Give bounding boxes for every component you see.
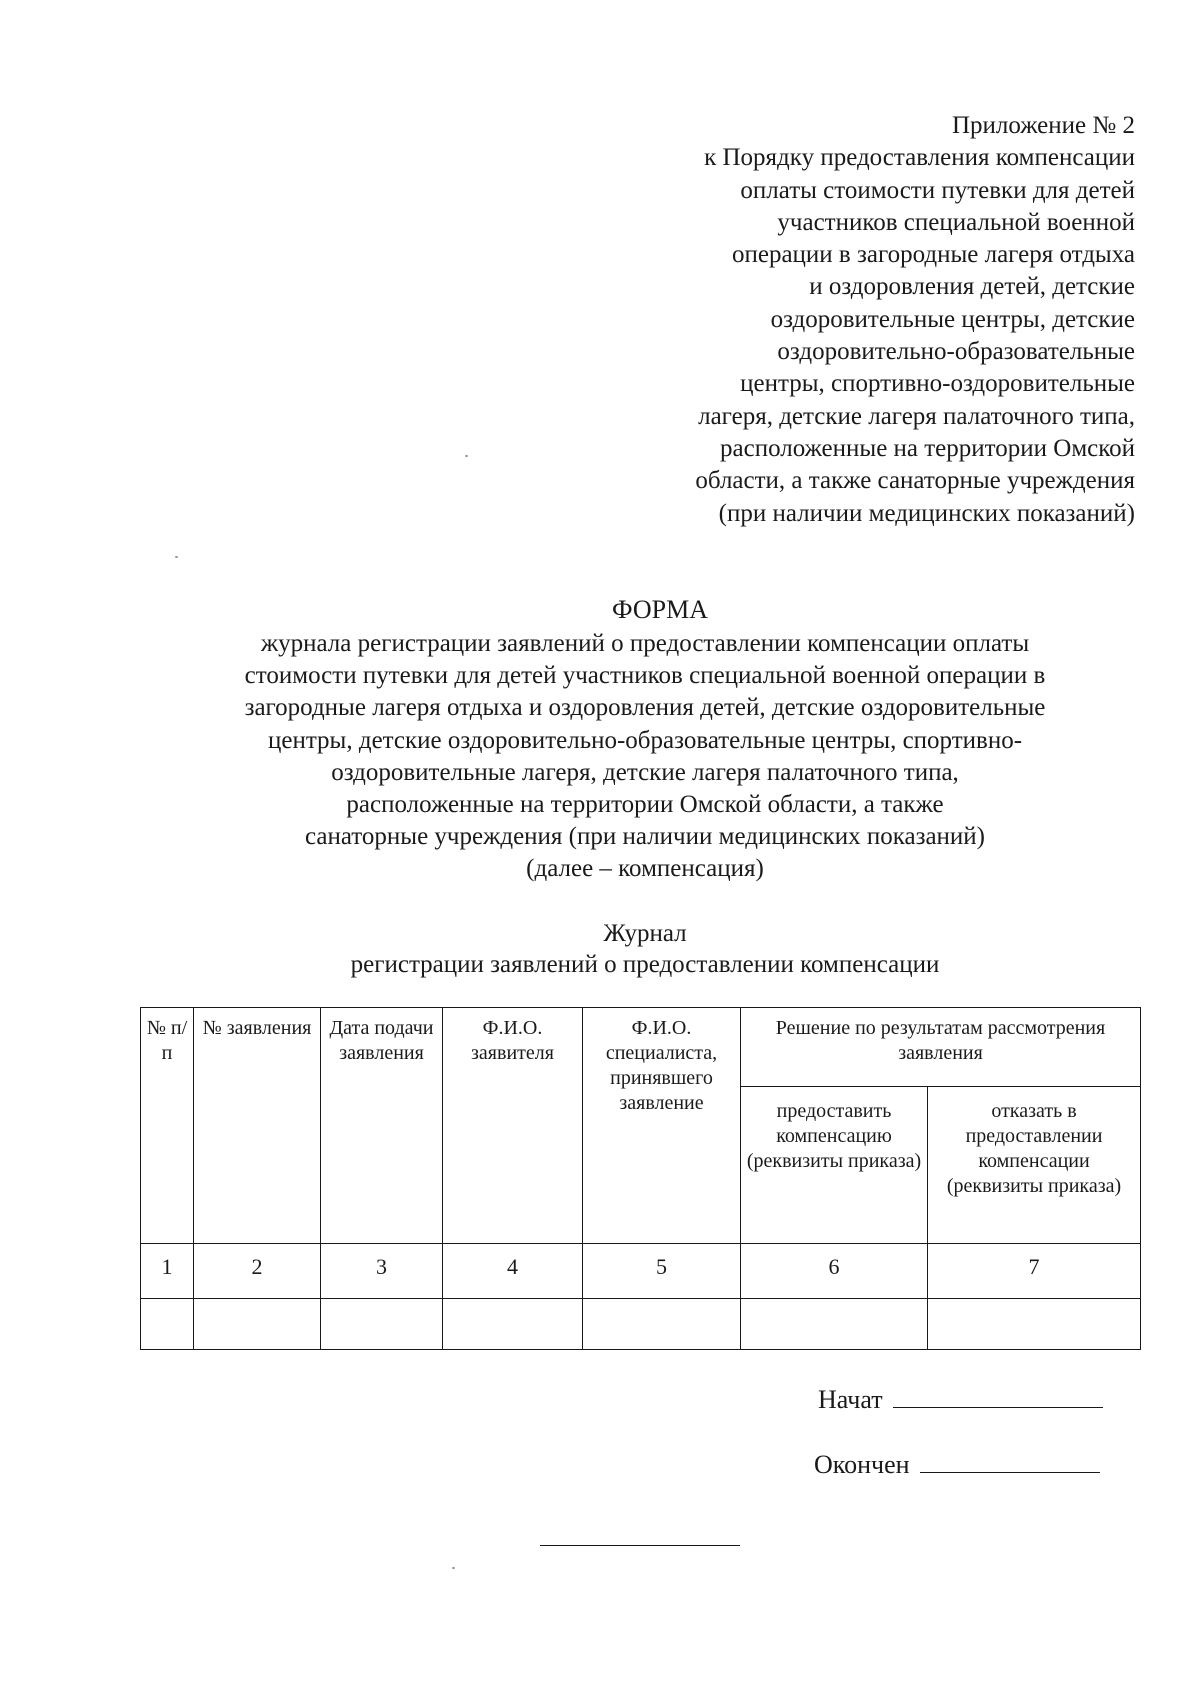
appendix-line: и оздоровления детей, детские bbox=[809, 273, 1135, 301]
empty-cell bbox=[141, 1299, 194, 1350]
appendix-line: расположенные на территории Омской bbox=[720, 434, 1135, 462]
table-numbering-row bbox=[141, 1244, 1141, 1299]
column-number-cell: 1 bbox=[141, 1244, 194, 1299]
appendix-line: участников специальной военной bbox=[777, 208, 1135, 236]
started-row bbox=[818, 1383, 1103, 1415]
appendix-line: (при наличии медицинских показаний) bbox=[718, 499, 1135, 527]
journal-subtitle: регистрации заявлений о предоставлении компенсации bbox=[350, 951, 940, 978]
form-title: ФОРМА bbox=[612, 595, 708, 624]
form-line: центры, детские оздоровительно-образовательные центры, спортивно- bbox=[267, 726, 1023, 754]
column-number-cell: 3 bbox=[321, 1244, 443, 1299]
appendix-line: лагеря, детские лагеря палаточного типа, bbox=[698, 402, 1135, 430]
empty-cell bbox=[194, 1299, 321, 1350]
header-cell-decision-group: Решение по результатам рассмотрения заявления bbox=[741, 1008, 1141, 1087]
appendix-line: оздоровительно-образовательные bbox=[777, 338, 1135, 366]
form-line: журнала регистрации заявлений о предоставлении компенсации оплаты bbox=[260, 630, 1030, 657]
form-line: оздоровительные лагеря, детские лагеря палаточного типа, bbox=[331, 758, 959, 786]
table-empty-row bbox=[141, 1299, 1141, 1350]
header-cell-submission-date: Дата подачи заявления bbox=[321, 1008, 443, 1244]
appendix-line: оплаты стоимости путевки для детей bbox=[740, 176, 1135, 204]
started-label: Начат bbox=[818, 1385, 883, 1414]
form-line: загородные лагеря отдыха и оздоровления детей, детские оздоровительные bbox=[244, 694, 1046, 722]
scan-speck bbox=[465, 455, 468, 457]
header-cell-number: № п/п bbox=[141, 1008, 194, 1244]
appendix-line: операции в загородные лагеря отдыха bbox=[731, 241, 1135, 269]
column-number-cell: 6 bbox=[741, 1244, 928, 1299]
scan-speck bbox=[175, 556, 178, 558]
header-cell-application-number: № заявления bbox=[194, 1008, 321, 1244]
journal-heading bbox=[140, 918, 1150, 980]
empty-cell bbox=[928, 1299, 1141, 1350]
header-cell-applicant-name: Ф.И.О. заявителя bbox=[443, 1008, 583, 1244]
column-number-cell: 7 bbox=[928, 1244, 1141, 1299]
column-number-cell: 2 bbox=[194, 1244, 321, 1299]
appendix-line: Приложение № 2 bbox=[951, 112, 1135, 139]
form-line: стоимости путевки для детей участников специальной военной операции в bbox=[244, 662, 1046, 690]
appendix-line: центры, спортивно-оздоровительные bbox=[740, 370, 1135, 398]
empty-cell bbox=[321, 1299, 443, 1350]
scan-speck bbox=[452, 1567, 455, 1569]
column-number-cell: 5 bbox=[583, 1244, 741, 1299]
form-line: (далее – компенсация) bbox=[526, 855, 764, 883]
started-blank-line bbox=[893, 1383, 1103, 1408]
header-cell-refuse-compensation: отказать в предоставлении компенсации (реквизиты приказа) bbox=[928, 1087, 1141, 1244]
appendix-line: области, а также санаторные учреждения bbox=[695, 467, 1135, 495]
closing-separator-line bbox=[540, 1544, 740, 1546]
journal-table bbox=[140, 1007, 1141, 1350]
header-cell-specialist-name: Ф.И.О. специалиста, принявшего заявление bbox=[583, 1008, 741, 1244]
empty-cell bbox=[741, 1299, 928, 1350]
appendix-line: оздоровительные центры, детские bbox=[770, 305, 1135, 333]
form-line: санаторные учреждения (при наличии медицинских показаний) bbox=[304, 823, 986, 851]
header-cell-grant-compensation: предоставить компенсацию (реквизиты приказа) bbox=[741, 1087, 928, 1244]
finished-row bbox=[814, 1448, 1100, 1480]
empty-cell bbox=[583, 1299, 741, 1350]
finished-label: Окончен bbox=[814, 1450, 910, 1479]
form-line: расположенные на территории Омской области, а также bbox=[346, 791, 944, 819]
appendix-line: к Порядку предоставления компенсации bbox=[704, 144, 1135, 172]
empty-cell bbox=[443, 1299, 583, 1350]
column-number-cell: 4 bbox=[443, 1244, 583, 1299]
appendix-block bbox=[515, 110, 1135, 530]
journal-title: Журнал bbox=[603, 920, 687, 947]
finished-blank-line bbox=[920, 1448, 1100, 1473]
table-header-row bbox=[141, 1008, 1141, 1087]
form-description bbox=[180, 628, 1110, 886]
